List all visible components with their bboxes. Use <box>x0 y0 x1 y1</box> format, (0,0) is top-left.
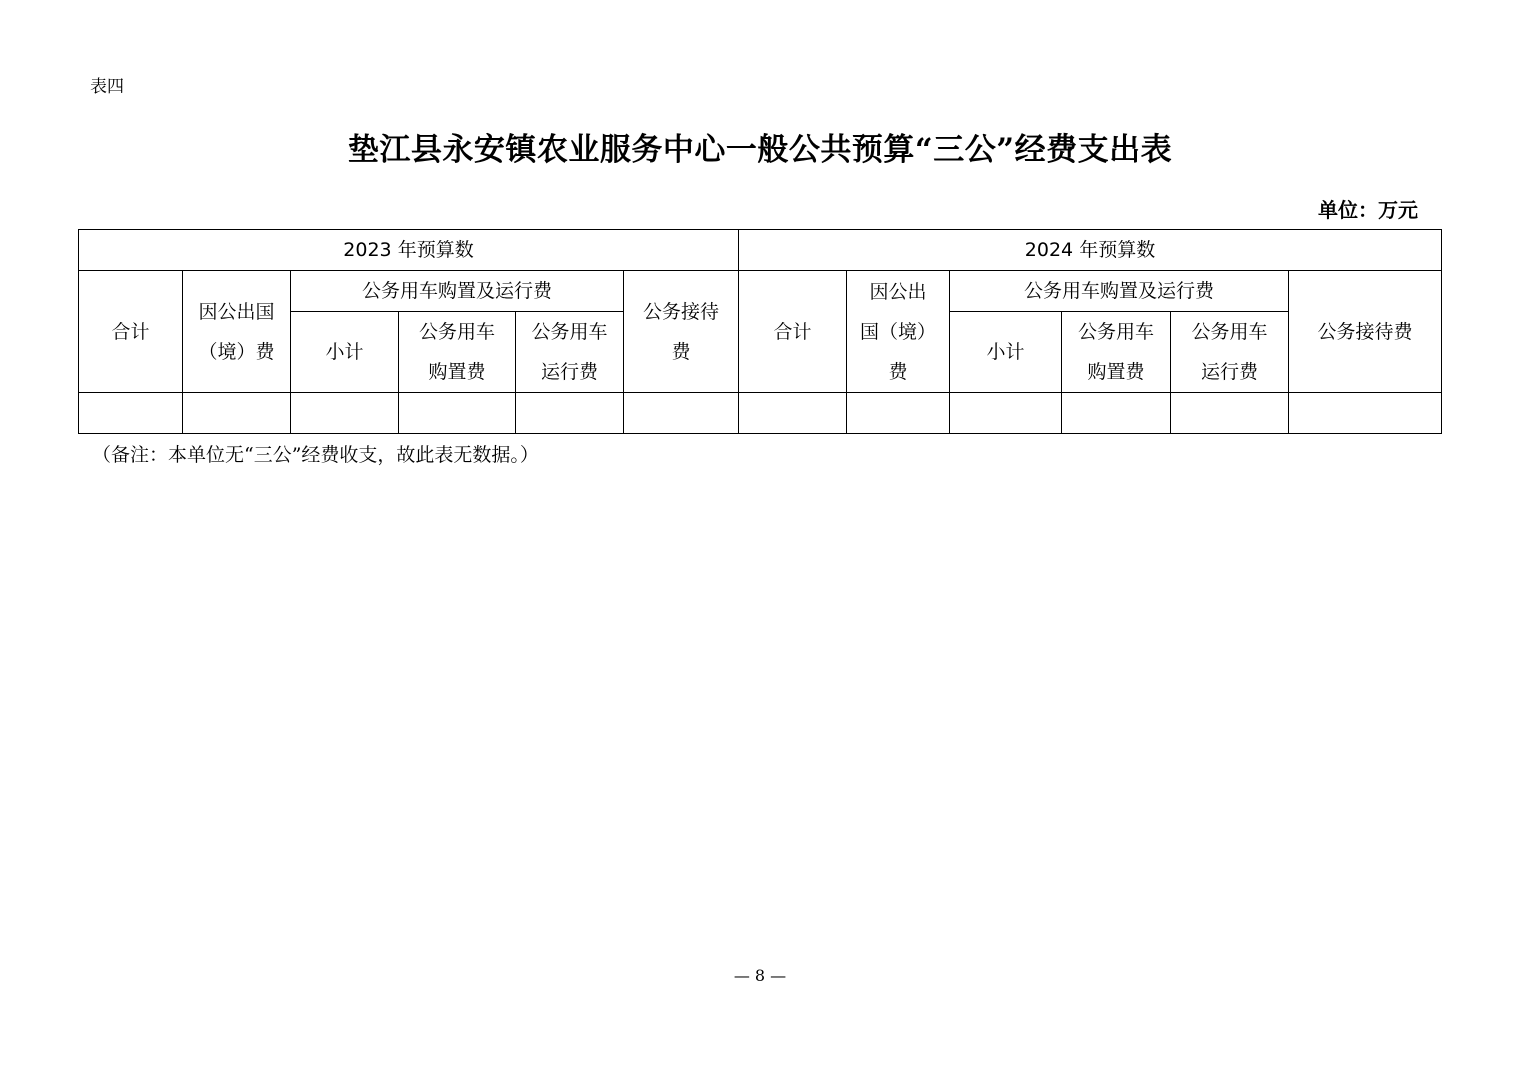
table-cell <box>1289 393 1442 434</box>
header-2024-vehicle-purchase-line2: 购置费 <box>1087 361 1145 383</box>
header-2024-reception: 公务接待费 <box>1289 271 1442 393</box>
header-2023-vehicle-run-line2: 运行费 <box>540 361 598 383</box>
header-2023-vehicle-purchase <box>399 312 516 393</box>
header-2023-vehicle-purchase-line2: 购置费 <box>428 361 486 383</box>
header-2024-vehicle-purchase-line1: 公务用车 <box>1077 321 1154 343</box>
table-cell <box>291 393 399 434</box>
header-2024-overseas <box>847 271 950 393</box>
header-2024-overseas-line2: 国（境） <box>859 320 936 343</box>
header-2024-vehicle-run-line1: 公务用车 <box>1191 321 1268 343</box>
table-note: （备注：本单位无“三公”经费收支，故此表无数据。） <box>92 444 539 466</box>
table-header-row-categories <box>79 271 1442 312</box>
header-2024-total: 合计 <box>739 271 847 393</box>
page-title: 垫江县永安镇农业服务中心一般公共预算“三公”经费支出表 <box>347 132 1173 168</box>
header-2023-overseas-line2: （境）费 <box>198 340 275 363</box>
table-header-row-years <box>79 230 1442 271</box>
table-cell <box>739 393 847 434</box>
table-cell <box>847 393 950 434</box>
table-cell <box>1171 393 1289 434</box>
header-2024-subtotal: 小计 <box>950 312 1062 393</box>
table-cell <box>950 393 1062 434</box>
header-2023-vehicle-purchase-line1: 公务用车 <box>418 321 495 343</box>
table-cell <box>516 393 624 434</box>
header-2023-subtotal: 小计 <box>291 312 399 393</box>
table-cell <box>1062 393 1171 434</box>
header-2023-vehicle-run <box>516 312 624 393</box>
header-2023-overseas-line1: 因公出国 <box>198 300 275 323</box>
header-2024-vehicle-purchase <box>1062 312 1171 393</box>
header-2023-vehicle-run-line1: 公务用车 <box>531 321 608 343</box>
budget-table <box>78 229 1442 434</box>
header-2023-reception-line2: 费 <box>671 340 691 363</box>
table-cell <box>399 393 516 434</box>
unit-label: 单位：万元 <box>1318 198 1418 222</box>
table-label: 表四 <box>90 77 124 97</box>
header-2023-overseas <box>183 271 291 393</box>
header-2023-total: 合计 <box>79 271 183 393</box>
page-number: — 8 — <box>733 966 787 985</box>
header-2023-reception <box>624 271 739 393</box>
header-2024-overseas-line1: 因公出 <box>869 280 927 303</box>
header-2023-vehicle: 公务用车购置及运行费 <box>291 271 624 312</box>
header-2024-vehicle-run-line2: 运行费 <box>1200 361 1258 383</box>
header-2023-budget: 2023 年预算数 <box>79 230 739 271</box>
table-row <box>79 393 1442 434</box>
table-cell <box>183 393 291 434</box>
header-2023-reception-line1: 公务接待 <box>642 300 719 323</box>
table-cell <box>79 393 183 434</box>
header-2024-vehicle: 公务用车购置及运行费 <box>950 271 1289 312</box>
header-2024-budget: 2024 年预算数 <box>739 230 1442 271</box>
header-2024-vehicle-run <box>1171 312 1289 393</box>
header-2024-overseas-line3: 费 <box>888 360 908 383</box>
table-cell <box>624 393 739 434</box>
